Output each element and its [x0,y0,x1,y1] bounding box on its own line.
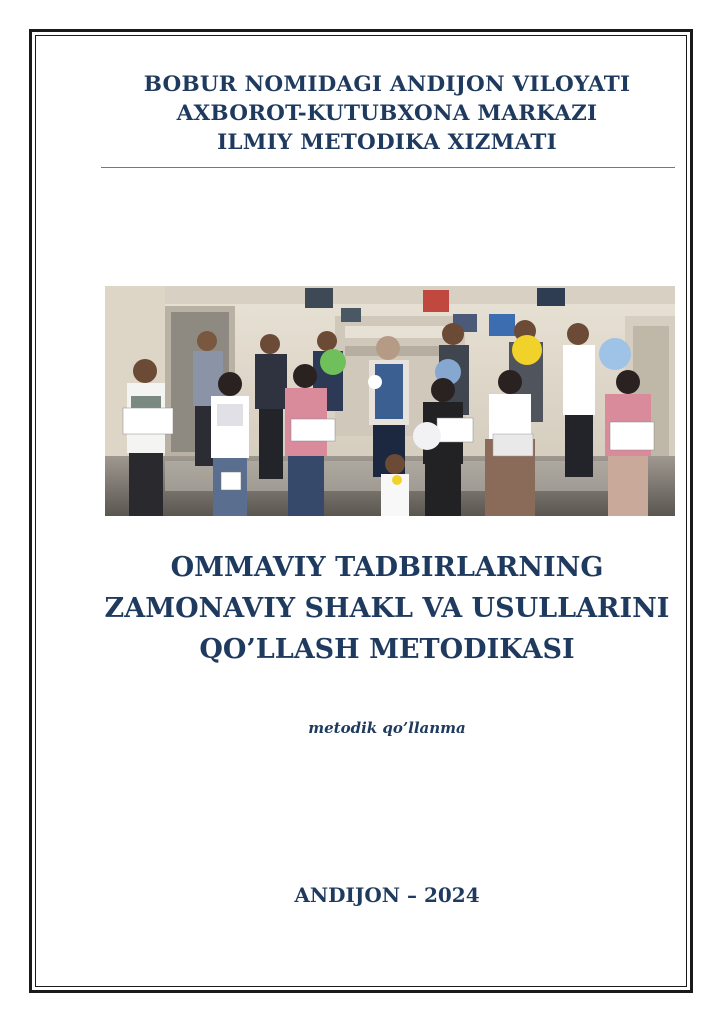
title-line-2: ZAMONAVIY SHAKL VA USULLARINI [104,593,670,624]
place-and-year: ANDIJON – 2024 [294,883,480,907]
header-line-3: ILMIY METODIKA XIZMATI [217,130,557,155]
document-subtitle: metodik qo’llanma [308,719,466,737]
institution-header [100,70,674,157]
header-divider [101,167,675,168]
title-line-1: OMMAVIY TADBIRLARNING [170,552,604,583]
header-line-2: AXBOROT-KUTUBXONA MARKAZI [176,101,598,126]
title-line-3: QO’LLASH METODIKASI [199,634,575,665]
cover-photo [105,286,675,516]
header-line-1: BOBUR NOMIDAGI ANDIJON VILOYATI [143,72,631,97]
document-title [90,547,684,670]
